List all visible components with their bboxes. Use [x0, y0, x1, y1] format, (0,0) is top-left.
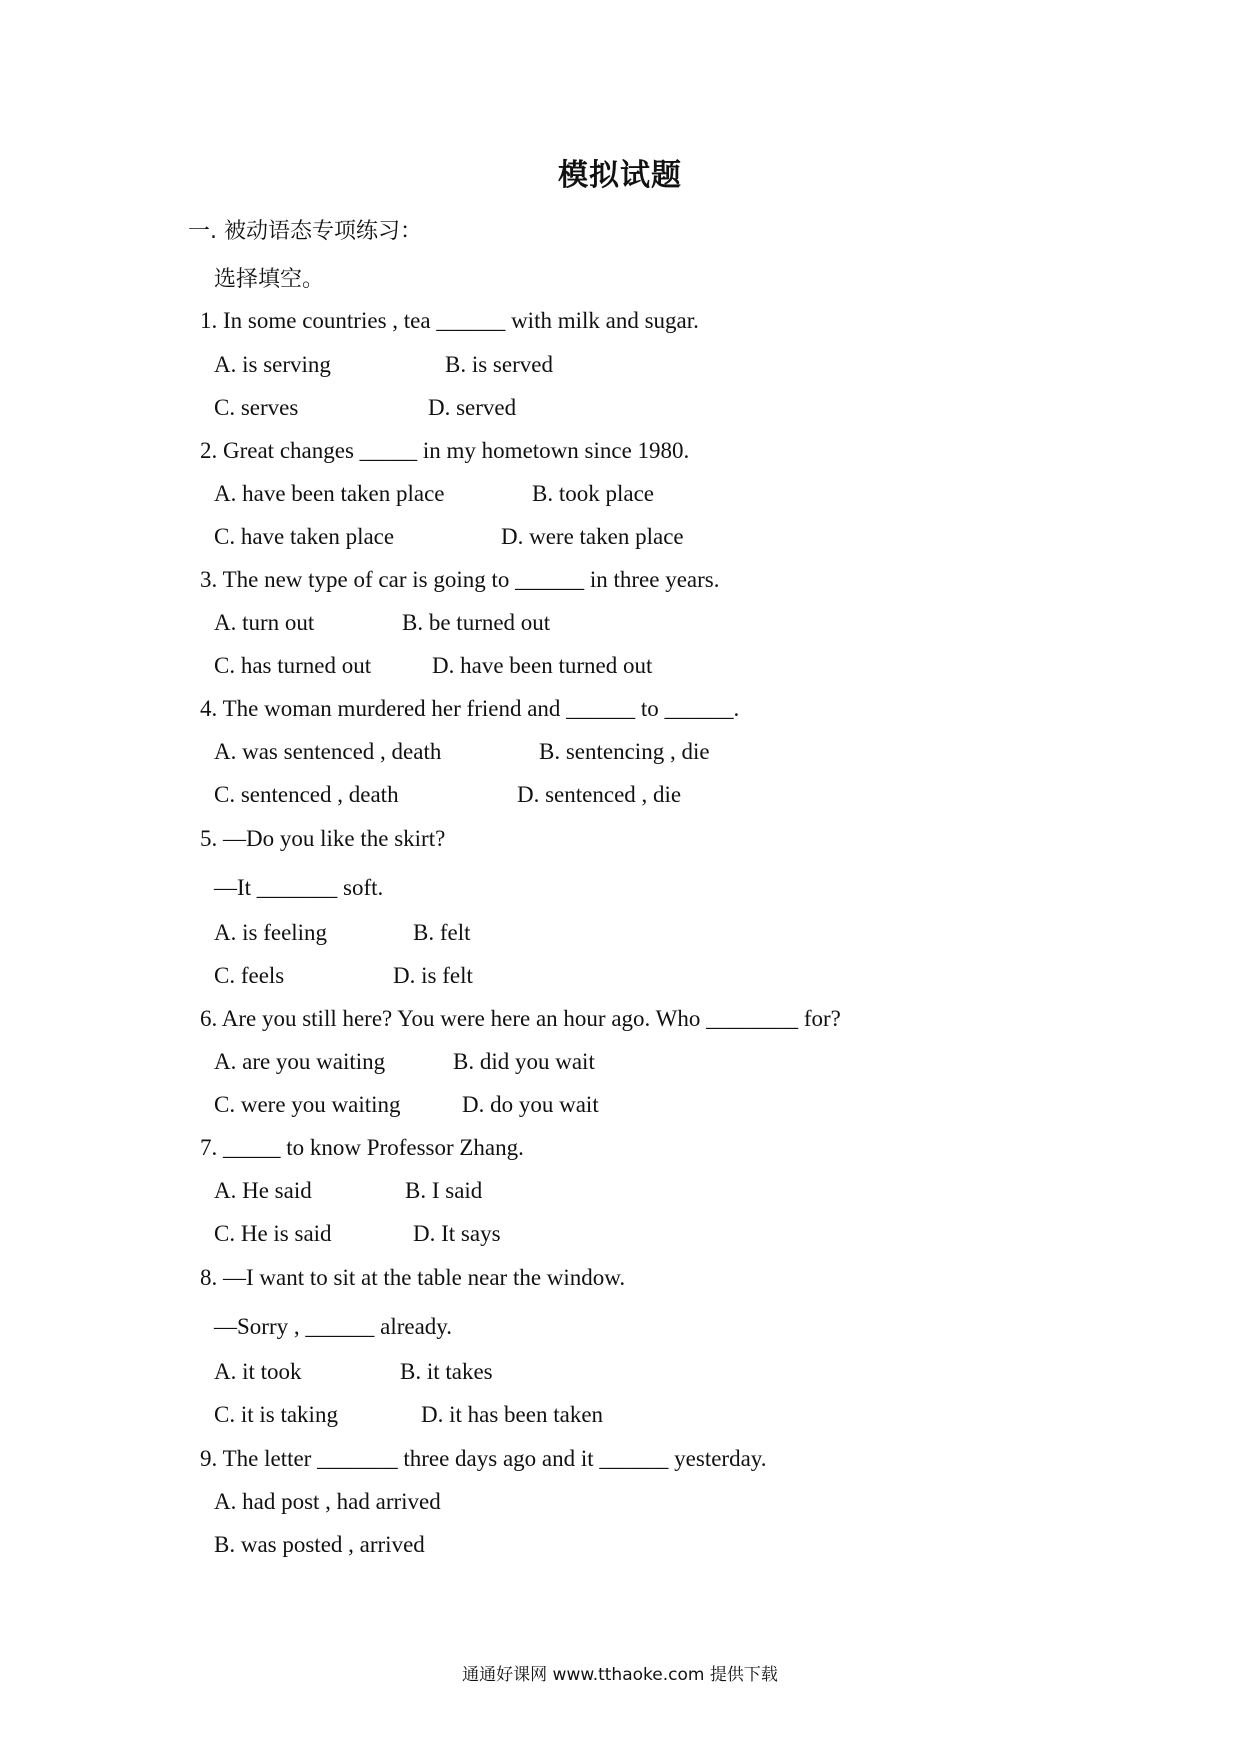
question-8-option-b: B. it takes	[400, 1359, 493, 1384]
question-7-option-a: A. He said	[214, 1178, 312, 1203]
question-6-option-d: D. do you wait	[462, 1092, 599, 1117]
question-1-option-c: C. serves	[214, 395, 299, 420]
question-7-option-b: B. I said	[405, 1178, 483, 1203]
question-6-option-c: C. were you waiting	[214, 1092, 401, 1117]
question-5-option-a: A. is feeling	[214, 920, 328, 945]
question-3-option-d: D. have been turned out	[432, 653, 653, 678]
question-4-option-a: A. was sentenced , death	[214, 739, 442, 764]
question-8-stem: 8. —I want to sit at the table near the window.	[200, 1265, 626, 1290]
question-4-option-d: D. sentenced , die	[517, 782, 682, 807]
question-1-option-d: D. served	[428, 395, 517, 420]
question-4-option-b: B. sentencing , die	[539, 739, 710, 764]
question-2-option-d: D. were taken place	[501, 524, 684, 549]
question-8-option-d: D. it has been taken	[421, 1402, 604, 1427]
question-1-option-b: B. is served	[445, 352, 553, 377]
question-2-option-b: B. took place	[532, 481, 654, 506]
question-5-reply: —It _______ soft.	[214, 875, 384, 900]
question-5-stem: 5. —Do you like the skirt?	[200, 826, 446, 851]
question-6-option-a: A. are you waiting	[214, 1049, 386, 1074]
question-5-option-c: C. feels	[214, 963, 285, 988]
question-6-option-b: B. did you wait	[453, 1049, 595, 1074]
page-footer: 通通好课网 www.tthaoke.com 提供下载	[462, 1665, 778, 1685]
question-7-option-d: D. It says	[413, 1221, 501, 1246]
question-8-reply: —Sorry , ______ already.	[214, 1314, 453, 1339]
question-7-stem: 7. _____ to know Professor Zhang.	[200, 1135, 524, 1160]
question-5-option-b: B. felt	[413, 920, 471, 945]
question-4-option-c: C. sentenced , death	[214, 782, 399, 807]
section-heading: 一. 被动语态专项练习：	[188, 219, 422, 244]
question-1-stem: 1. In some countries , tea ______ with milk and sugar.	[200, 308, 699, 333]
question-8-option-a: A. it took	[214, 1359, 302, 1384]
question-9-stem: 9. The letter _______ three days ago and it ______ yesterday.	[200, 1446, 767, 1471]
question-9-option-a: A. had post , had arrived	[214, 1489, 441, 1514]
question-6-stem: 6. Are you still here? You were here an hour ago. Who ________ for?	[200, 1006, 841, 1031]
question-2-option-a: A. have been taken place	[214, 481, 445, 506]
question-2-stem: 2. Great changes _____ in my hometown since 1980.	[200, 438, 690, 463]
question-8-option-c: C. it is taking	[214, 1402, 338, 1427]
question-5-option-d: D. is felt	[393, 963, 473, 988]
page-title: 模拟试题	[558, 158, 682, 193]
question-2-option-c: C. have taken place	[214, 524, 395, 549]
question-1-option-a: A. is serving	[214, 352, 331, 377]
question-9-option-b: B. was posted , arrived	[214, 1532, 425, 1557]
question-3-stem: 3. The new type of car is going to ______ in three years.	[200, 567, 720, 592]
question-7-option-c: C. He is said	[214, 1221, 332, 1246]
question-3-option-b: B. be turned out	[402, 610, 551, 635]
question-3-option-a: A. turn out	[214, 610, 315, 635]
instruction-text: 选择填空。	[214, 267, 325, 292]
question-3-option-c: C. has turned out	[214, 653, 372, 678]
question-4-stem: 4. The woman murdered her friend and ______ to ______.	[200, 696, 740, 721]
